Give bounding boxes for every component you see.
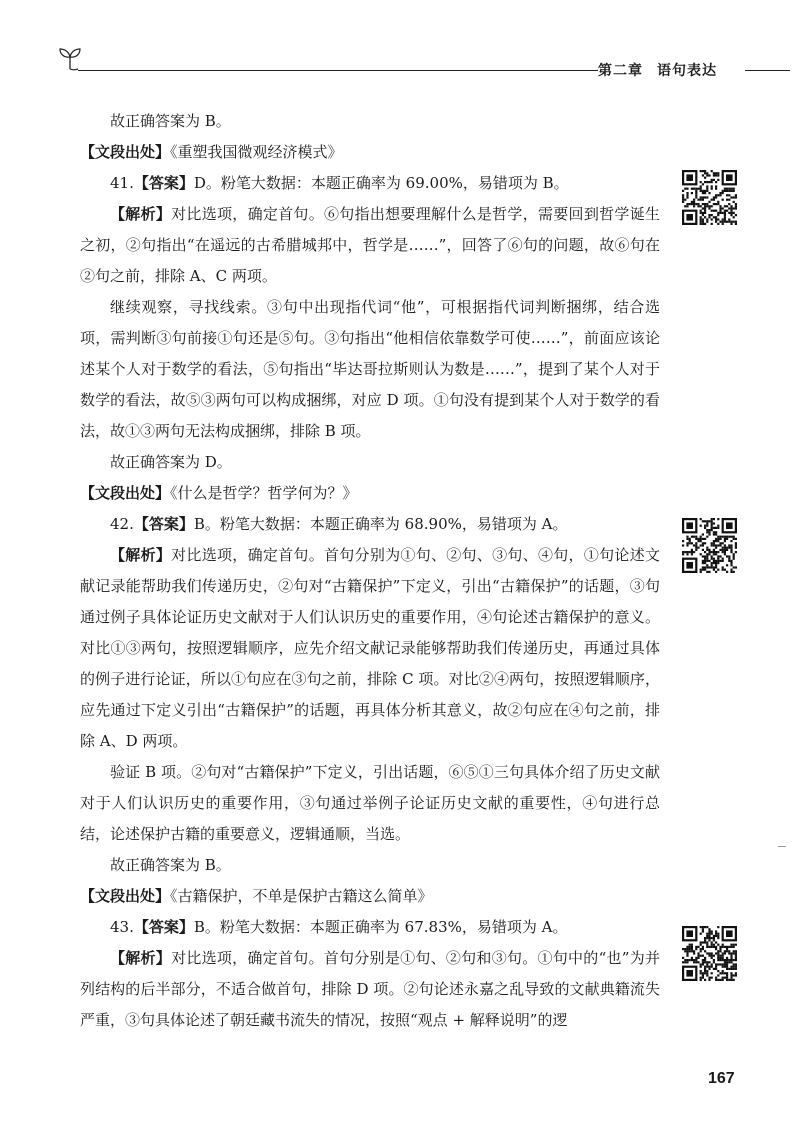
analysis-label: 【解析】 [110, 546, 172, 564]
page-number: 167 [708, 1070, 735, 1087]
paragraph [80, 199, 660, 292]
paragraph [80, 912, 660, 943]
chapter-number: 第二章 [598, 63, 643, 79]
analysis-text: 对比选项，确定首句。首句分别为①句、②句、③句、④句，①句论述文献记录能帮助我们传递历史，②句对“古籍保护”下定义，引出“古籍保护”的话题，③句通过例子具体论证历史文献对于人们认识历史的重要作用，④句论述古籍保护的意义。对比①③两句，按照逻辑顺序，应先介绍文献记录能够帮助我们传递历史，再通过具体的例子进行论证，所以①句应在③句之前，排除 C 项。对比②④两句，按照逻辑顺序，应先通过下定义引出“古籍保护”的话题，再具体分析其意义，故②句应在④句之前，排除 A、D 两项。 [80, 546, 660, 750]
qr-code-icon[interactable] [682, 926, 737, 981]
answer-text: B。粉笔大数据：本题正确率为 68.90%，易错项为 A。 [193, 515, 568, 533]
qr-code-icon[interactable] [682, 170, 737, 225]
analysis-text: 对比选项，确定首句。首句分别是①句、②句和③句。①句中的“也”为并列结构的后半部分，不适合做首句，排除 D 项。②句论述永嘉之乱导致的文献典籍流失严重，③句具体论述了朝廷藏书流失的情况，按照“观点 + 解释说明”的逻 [80, 949, 660, 1029]
paragraph [80, 540, 660, 757]
source-label: 【文段出处】 [80, 887, 171, 905]
paragraph [80, 447, 660, 478]
header-rule-right [745, 70, 790, 71]
paragraph [80, 757, 660, 850]
analysis-label: 【解析】 [110, 205, 172, 223]
source-label: 【文段出处】 [80, 143, 171, 161]
qr-code-icon[interactable] [682, 518, 737, 573]
body-text [80, 106, 660, 1036]
paragraph-text: 故正确答案为 B。 [110, 112, 231, 130]
question-number: 41. [110, 174, 134, 192]
paragraph-text: 继续观察，寻找线索。③句中出现指代词“他”，可根据指代词判断捆绑，结合选项，需判断③句前接①句还是⑤句。③句指出“他相信依靠数学可使……”，前面应该论述某个人对于数学的看法，⑤句指出“毕达哥拉斯则认为数是……”，提到了某个人对于数学的看法，故⑤③两句可以构成捆绑，对应 D 项。①句没有提到某个人对于数学的看法，故①③两句无法构成捆绑，排除 B 项。 [80, 298, 660, 440]
page-header [0, 0, 800, 90]
paragraph [80, 478, 660, 509]
analysis-text: 对比选项，确定首句。⑥句指出想要理解什么是哲学，需要回到哲学诞生之初，②句指出“在遥远的古希腊城邦中，哲学是……”，回答了⑥句的问题，故⑥句在②句之前，排除 A、C 两项。 [80, 205, 660, 285]
paragraph [80, 292, 660, 447]
paragraph [80, 106, 660, 137]
question-number: 42. [110, 515, 134, 533]
answer-text: B。粉笔大数据：本题正确率为 67.83%，易错项为 A。 [193, 918, 568, 936]
header-rule-left [78, 70, 598, 71]
leaf-ornament-icon [58, 45, 82, 71]
paragraph [80, 943, 660, 1036]
paragraph-text: 验证 B 项。②句对“古籍保护”下定义，引出话题，⑥⑤①三句具体介绍了历史文献对于人们认识历史的重要作用，③句通过举例子论证历史文献的重要性，④句进行总结，论述保护古籍的重要意义，逻辑通顺，当选。 [80, 763, 660, 843]
paragraph-text: 故正确答案为 B。 [110, 856, 231, 874]
source-label: 【文段出处】 [80, 484, 171, 502]
paragraph [80, 509, 660, 540]
paragraph [80, 168, 660, 199]
source-text: 《重塑我国微观经济模式》 [170, 143, 343, 161]
paragraph [80, 850, 660, 881]
section-title: 语句表达 [657, 63, 717, 79]
question-number: 43. [110, 918, 134, 936]
paragraph [80, 881, 660, 912]
paragraph-text: 故正确答案为 D。 [110, 453, 232, 471]
answer-text: D。粉笔大数据：本题正确率为 69.00%，易错项为 B。 [193, 174, 569, 192]
answer-label: 【答案】 [133, 174, 194, 192]
margin-mark [778, 846, 786, 847]
source-text: 《古籍保护，不单是保护古籍这么简单》 [170, 887, 433, 905]
source-text: 《什么是哲学？哲学何为？》 [170, 484, 358, 502]
chapter-title [598, 60, 743, 80]
answer-label: 【答案】 [133, 918, 194, 936]
paragraph [80, 137, 660, 168]
answer-label: 【答案】 [133, 515, 194, 533]
analysis-label: 【解析】 [110, 949, 172, 967]
